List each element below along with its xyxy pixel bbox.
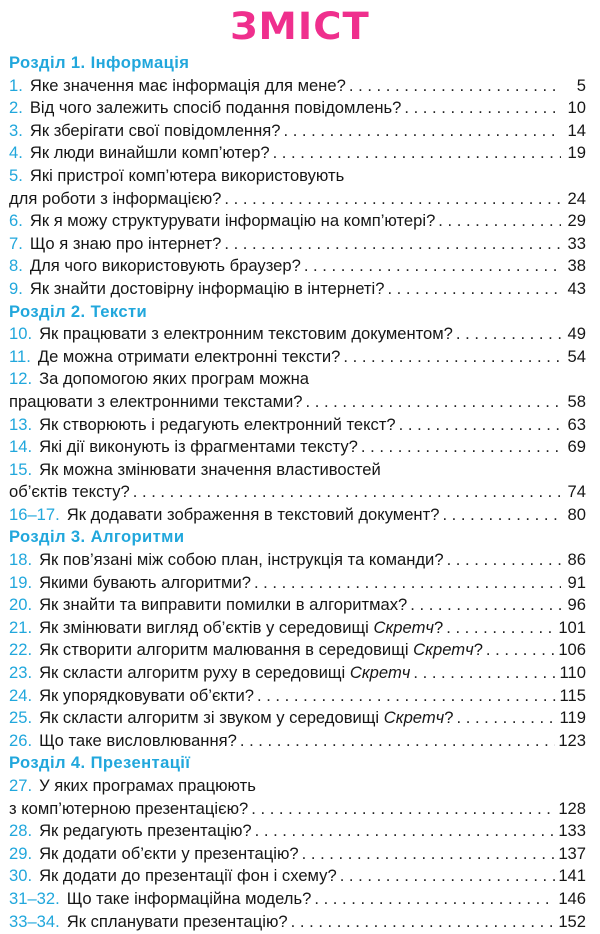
toc-entry[interactable] (0, 75, 600, 98)
entry-number: 6. (9, 211, 23, 231)
entry-number: 14. (9, 437, 33, 457)
leader-dots (349, 75, 561, 98)
leader-dots (257, 685, 557, 708)
page-number: 10 (567, 98, 586, 118)
entry-title: Як додати до презентації фон і схему? (39, 866, 337, 886)
entry-title: Як змінювати вигляд об’єктів у середовищі Скретч? (39, 617, 444, 637)
entry-title: Як люди винайшли комп’ютер? (29, 143, 270, 163)
entry-title: Що я знаю про інтернет? (29, 233, 222, 253)
entry-title: об’єктів тексту? (9, 482, 130, 502)
entry-title: працювати з електронними текстами? (9, 391, 303, 411)
toc-entry[interactable] (0, 549, 600, 572)
entry-title: для роботи з інформацією? (9, 188, 222, 208)
entry-number: 26. (9, 730, 33, 750)
section-title: Розділ 1. Інформація (9, 53, 190, 72)
entry-number: 9. (9, 278, 23, 298)
leader-dots (291, 911, 556, 934)
toc-entry[interactable] (0, 707, 600, 730)
page-number: 128 (558, 798, 586, 818)
toc-entry[interactable] (0, 142, 600, 165)
entry-title: Як знайти достовірну інформацію в інтернеті? (29, 278, 385, 298)
entry-number: 22. (9, 640, 33, 660)
leader-dots (446, 617, 555, 640)
entry-title: Як додавати зображення в текстовий документ? (66, 504, 440, 524)
page-number: 133 (558, 821, 586, 841)
leader-dots (273, 142, 561, 165)
toc-entry[interactable] (0, 233, 600, 256)
entry-title: з комп’ютерною презентацією? (9, 798, 249, 818)
table-of-contents (0, 52, 600, 933)
page-number: 80 (567, 504, 586, 524)
page-number: 49 (567, 324, 586, 344)
toc-entry[interactable] (0, 414, 600, 437)
entry-title: Від чого залежить спосіб подання повідомлень? (29, 98, 402, 118)
entry-title: Які дії виконують із фрагментами тексту? (39, 437, 358, 457)
entry-number: 33–34. (9, 911, 60, 931)
leader-dots (133, 481, 561, 504)
entry-title: Як створюють і редагують електронний текст? (39, 414, 396, 434)
leader-dots (224, 233, 561, 256)
entry-number: 19. (9, 572, 33, 592)
page-number: 5 (576, 75, 586, 95)
entry-number: 24. (9, 685, 33, 705)
leader-dots (283, 120, 561, 143)
entry-number: 16–17. (9, 504, 60, 524)
entry-title: Як я можу структурувати інформацію на комп’ютері? (29, 211, 436, 231)
toc-entry[interactable] (0, 798, 600, 821)
page-number: 152 (558, 911, 586, 931)
page-number: 24 (567, 188, 586, 208)
leader-dots (304, 255, 561, 278)
entry-title: Як упорядковувати об’єкти? (39, 685, 254, 705)
entry-title: Що таке інформаційна модель? (66, 888, 312, 908)
entry-title-italic: Скретч (413, 640, 474, 660)
toc-entry[interactable] (0, 730, 600, 753)
toc-entry[interactable] (0, 481, 600, 504)
entry-title: Які пристрої комп’ютера використовують (29, 165, 345, 185)
toc-entry[interactable] (0, 639, 600, 662)
toc-entry[interactable] (0, 120, 600, 143)
entry-title: Яке значення має інформація для мене? (29, 75, 346, 95)
entry-number: 2. (9, 98, 23, 118)
leader-dots (410, 594, 561, 617)
page-number: 119 (559, 708, 586, 728)
entry-title-trail: ? (434, 617, 444, 637)
page-title: ЗМІСТ (230, 5, 370, 48)
entry-title: Якими бувають алгоритми? (39, 572, 251, 592)
entry-title-trail: ? (473, 640, 483, 660)
leader-dots (302, 843, 556, 866)
entry-number: 31–32. (9, 888, 60, 908)
entry-title: Як зберігати свої повідомлення? (29, 120, 281, 140)
entry-number: 10. (9, 324, 33, 344)
page-number: 146 (558, 888, 586, 908)
toc-entry[interactable] (0, 346, 600, 369)
entry-number: 20. (9, 595, 33, 615)
toc-entry[interactable] (0, 911, 600, 934)
entry-title: У яких програмах працюють (39, 776, 256, 795)
page-number: 101 (558, 617, 586, 637)
leader-dots (404, 97, 561, 120)
leader-dots (255, 820, 556, 843)
entry-title: Як створити алгоритм малювання в середовищі Скретч? (39, 640, 483, 660)
page-number: 110 (559, 663, 586, 683)
entry-number: 8. (9, 256, 23, 276)
page-number: 86 (567, 550, 586, 570)
entry-number: 23. (9, 663, 33, 683)
leader-dots (387, 278, 561, 301)
leader-dots (251, 798, 555, 821)
toc-entry[interactable] (0, 888, 600, 911)
entry-title: Як пов’язані між собою план, інструкція та команди? (39, 550, 444, 570)
toc-entry[interactable] (0, 278, 600, 301)
entry-title: Як знайти та виправити помилки в алгоритмах? (39, 595, 408, 615)
page-number: 29 (567, 211, 586, 231)
toc-entry-line (0, 459, 600, 482)
toc-entry[interactable] (0, 865, 600, 888)
page-number: 58 (567, 391, 586, 411)
toc-entry[interactable] (0, 255, 600, 278)
section-title: Розділ 3. Алгоритми (9, 527, 185, 547)
entry-title: Як можна змінювати значення властивостей (39, 459, 381, 479)
toc-entry-line (0, 368, 600, 391)
toc-entry[interactable] (0, 594, 600, 617)
entry-number: 7. (9, 233, 23, 253)
page-number: 69 (567, 437, 586, 457)
leader-dots (456, 323, 561, 346)
entry-number: 3. (9, 120, 23, 140)
leader-dots (399, 414, 561, 437)
leader-dots (240, 730, 555, 753)
toc-entry[interactable] (0, 843, 600, 866)
entry-number: 18. (9, 550, 33, 570)
entry-title: Як скласти алгоритм зі звуком у середовищі Скретч? (39, 708, 454, 728)
toc-entry[interactable] (0, 617, 600, 640)
entry-number: 29. (9, 843, 33, 863)
leader-dots (343, 346, 561, 369)
entry-number: 15. (9, 459, 33, 479)
entry-number: 28. (9, 821, 33, 841)
toc-entry[interactable] (0, 323, 600, 346)
toc-entry[interactable] (0, 188, 600, 211)
entry-number: 11. (9, 346, 31, 366)
entry-title-italic: Скретч (383, 708, 445, 728)
entry-title: Для чого використовують браузер? (29, 256, 301, 276)
toc-entry-line (0, 165, 600, 188)
leader-dots (306, 391, 562, 414)
toc-entry[interactable] (0, 572, 600, 595)
toc-entry[interactable] (0, 97, 600, 120)
page-number: 33 (567, 233, 586, 253)
leader-dots (457, 707, 557, 730)
entry-title: Як додати об’єкти у презентацію? (39, 843, 299, 863)
toc-entry[interactable] (0, 685, 600, 708)
page-number: 106 (558, 640, 586, 660)
page-number: 137 (558, 843, 586, 863)
entry-number: 5. (9, 165, 23, 185)
toc-entry[interactable] (0, 391, 600, 414)
page-number: 123 (558, 730, 586, 750)
section-title: Розділ 2. Тексти (9, 301, 148, 321)
entry-title: Як працювати з електронним текстовим документом? (39, 324, 453, 344)
entry-title: За допомогою яких програм можна (39, 369, 310, 389)
entry-title-trail: ? (444, 708, 454, 728)
toc-entry[interactable] (0, 210, 600, 233)
page-number: 43 (567, 278, 586, 298)
page-number: 19 (567, 143, 586, 163)
entry-title: Де можна отримати електронні тексти? (37, 346, 341, 366)
page-number: 38 (567, 256, 586, 276)
entry-title-italic: Скретч (349, 663, 411, 683)
entry-number: 27. (9, 776, 33, 795)
page-number: 91 (567, 572, 586, 592)
entry-number: 13. (9, 414, 33, 434)
entry-title: Як спланувати презентацію? (66, 911, 288, 931)
page-number: 141 (558, 866, 586, 886)
toc-entry[interactable] (0, 504, 600, 527)
page-number: 115 (559, 685, 586, 705)
entry-number: 30. (9, 866, 33, 886)
leader-dots (340, 865, 556, 888)
entry-number: 21. (9, 617, 33, 637)
leader-dots (224, 188, 561, 211)
section-title: Розділ 4. Презентації (9, 753, 191, 773)
entry-number: 12. (9, 369, 33, 389)
entry-title: Як редагують презентацію? (39, 821, 252, 841)
leader-dots (486, 639, 555, 662)
page-number: 63 (567, 414, 586, 434)
entry-title-italic: Скретч (373, 617, 434, 637)
leader-dots (447, 549, 561, 572)
entry-title: Як скласти алгоритм руху в середовищі Скретч (39, 663, 411, 683)
page-number: 14 (567, 120, 586, 140)
page-number: 74 (567, 482, 586, 502)
leader-dots (254, 572, 561, 595)
toc-entry[interactable] (0, 662, 600, 685)
entry-number: 25. (9, 708, 33, 728)
entry-number: 4. (9, 143, 23, 163)
leader-dots (438, 210, 561, 233)
leader-dots (413, 662, 556, 685)
toc-entry[interactable] (0, 436, 600, 459)
page-number: 54 (567, 346, 586, 366)
entry-title: Що таке висловлювання? (39, 730, 237, 750)
leader-dots (314, 888, 555, 911)
page-number: 96 (567, 595, 586, 615)
toc-entry-line (0, 775, 600, 798)
entry-number: 1. (9, 75, 23, 95)
leader-dots (361, 436, 561, 459)
toc-entry[interactable] (0, 820, 600, 843)
leader-dots (442, 504, 561, 527)
